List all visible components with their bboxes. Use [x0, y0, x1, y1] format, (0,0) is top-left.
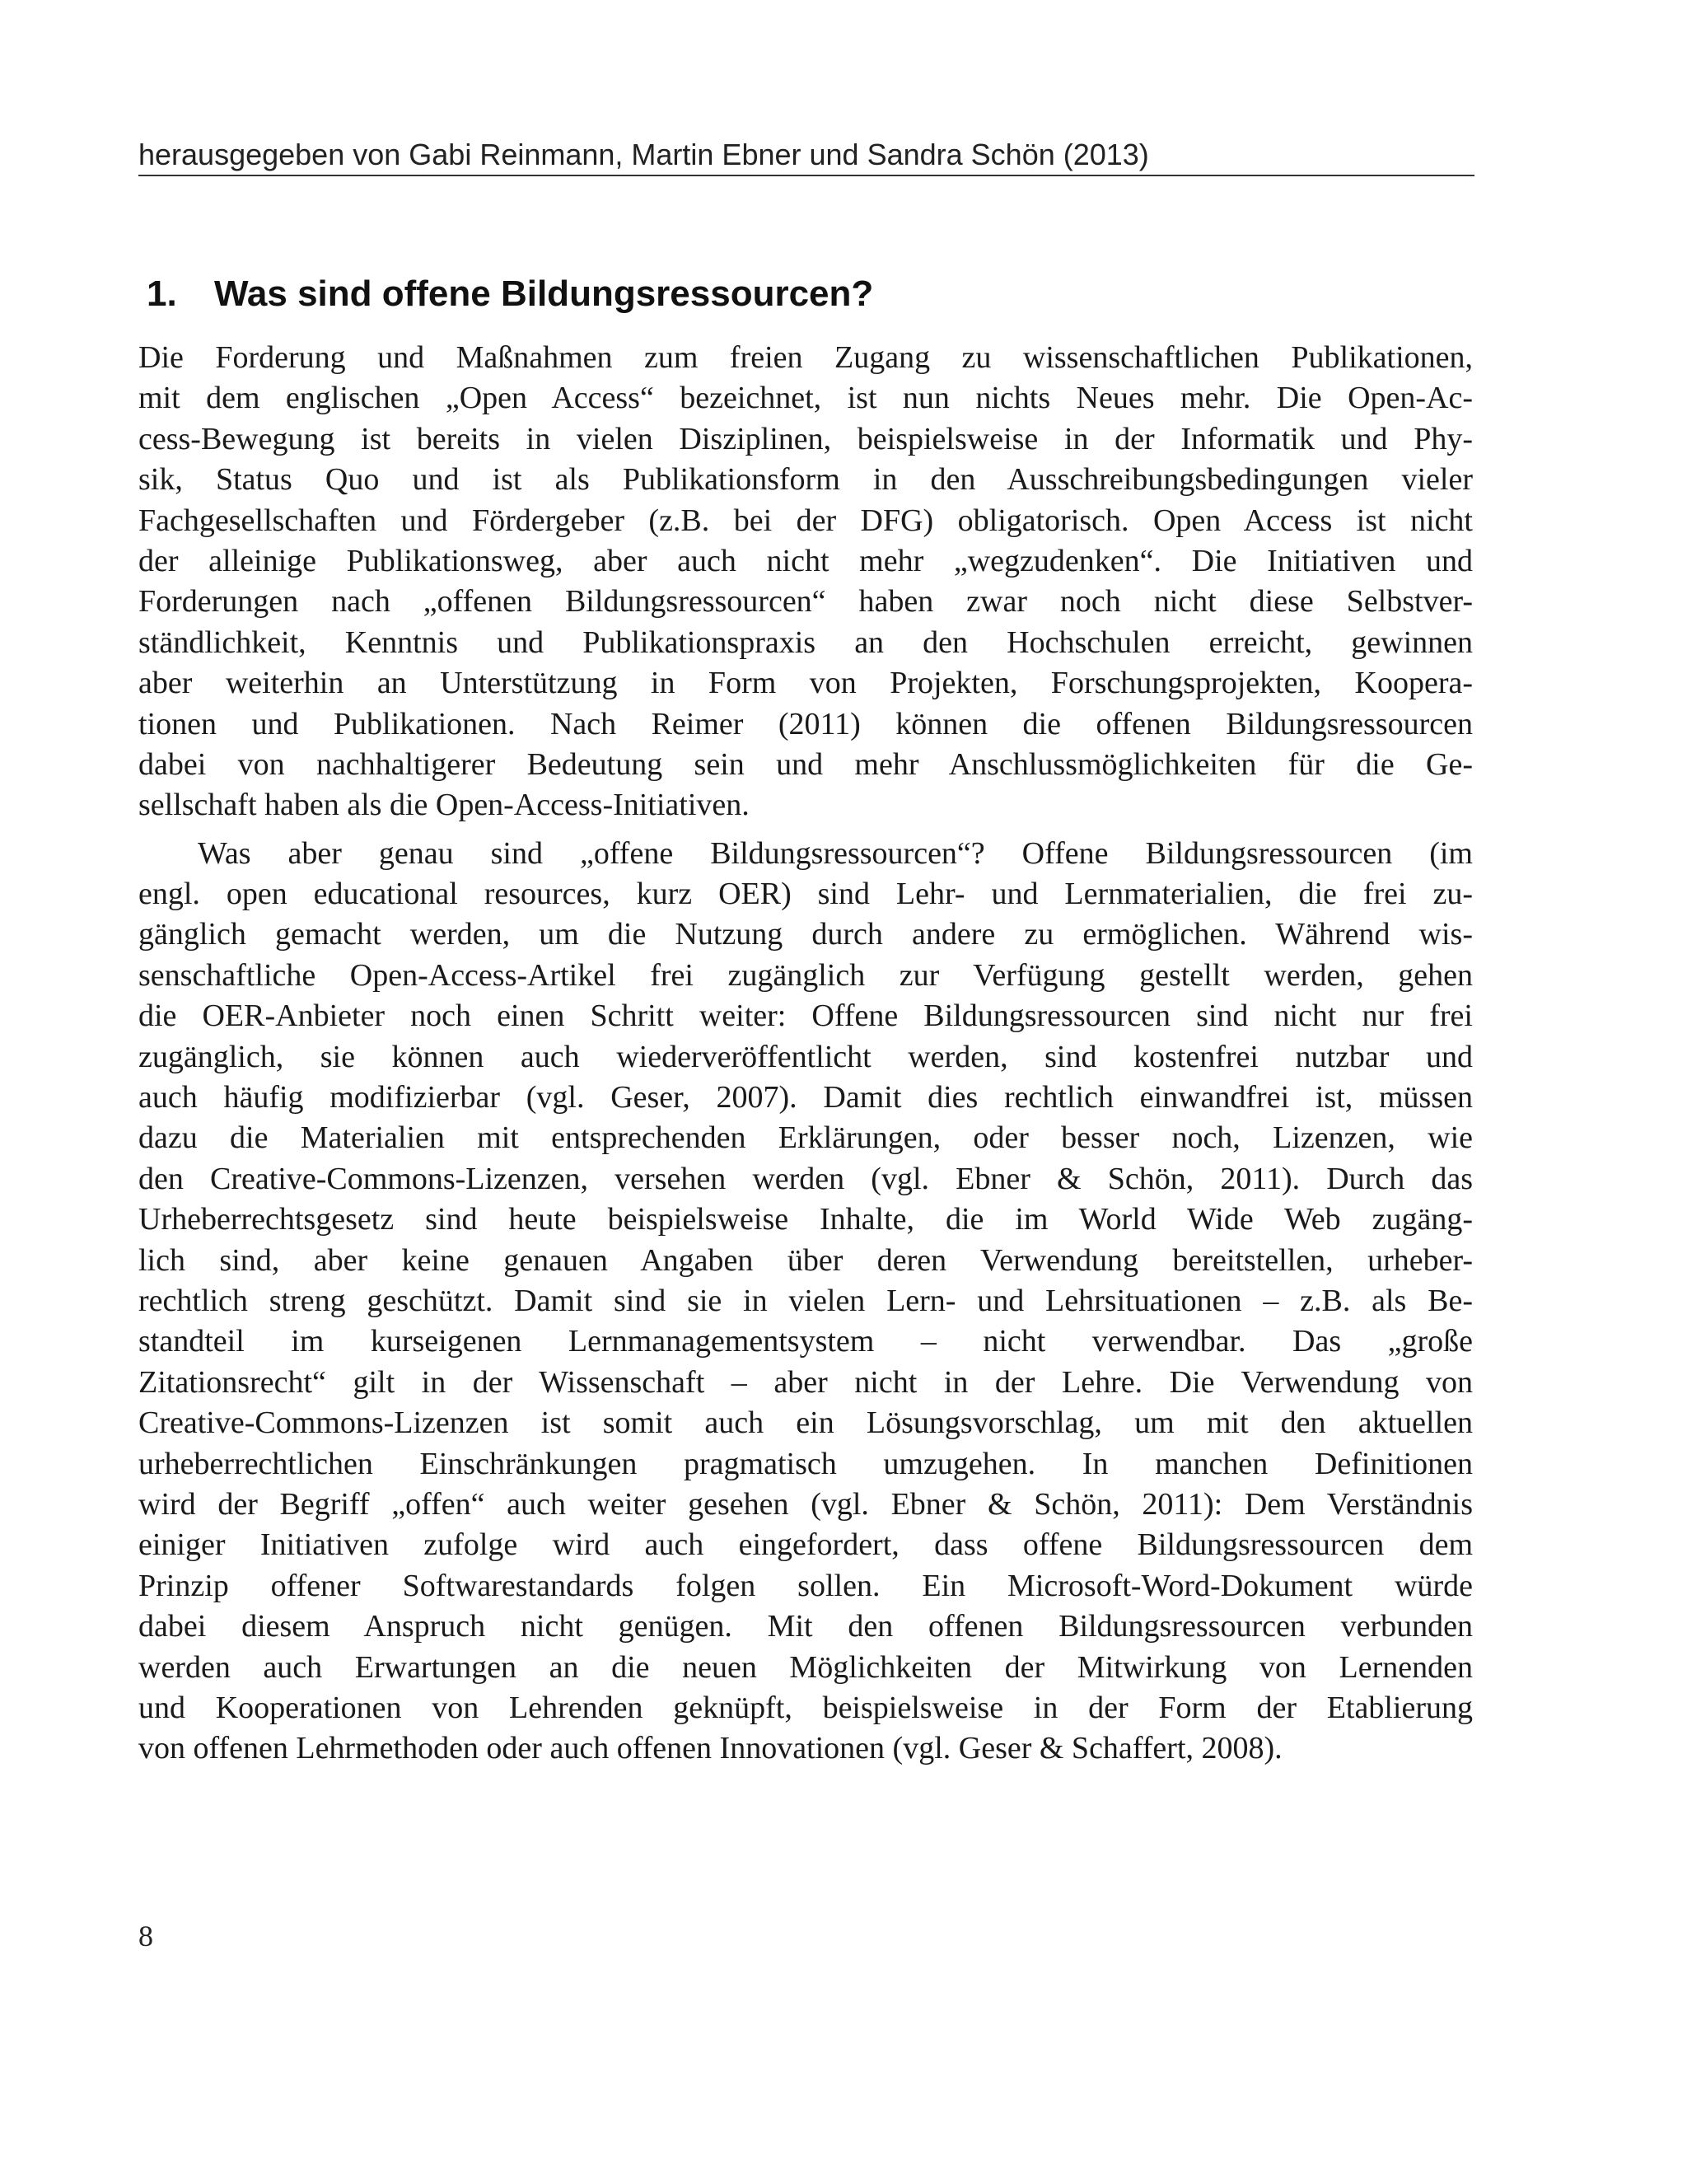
text-line: Creative-Commons-Lizenzen ist somit auch ein Lösungsvorschlag, um mit den aktuellen — [138, 1405, 1473, 1441]
running-header: herausgegeben von Gabi Reinmann, Martin Ebner und Sandra Schön (2013) — [138, 138, 1149, 171]
text-line: Zitationsrecht“ gilt in der Wissenschaft – aber nicht in der Lehre. Die Verwendung von — [138, 1364, 1473, 1400]
text-line: wird der Begriff „offen“ auch weiter gesehen (vgl. Ebner & Schön, 2011): Dem Verständnis — [138, 1486, 1473, 1522]
text-line: engl. open educational resources, kurz OER) sind Lehr- und Lernmaterialien, die frei zu- — [138, 877, 1473, 912]
text-line: sik, Status Quo und ist als Publikationsform in den Ausschreibungsbedingungen vieler — [138, 462, 1473, 498]
header-rule — [138, 175, 1474, 176]
section-number: 1. — [147, 274, 177, 314]
text-line: und Kooperationen von Lehrenden geknüpft, beispielsweise in der Form der Etablierung — [138, 1690, 1473, 1725]
text-line: zugänglich, sie können auch wiederveröffentlicht werden, sind kostenfrei nutzbar und — [138, 1039, 1473, 1074]
text-line: rechtlich streng geschützt. Damit sind sie in vielen Lern- und Lehrsituationen – z.B. als Be- — [138, 1283, 1473, 1318]
text-line: sellschaft haben als die Open-Access-Initiativen. — [138, 788, 750, 823]
text-line: gänglich gemacht werden, um die Nutzung durch andere zu ermöglichen. Während wis- — [138, 917, 1473, 952]
text-line: cess-Bewegung ist bereits in vielen Disziplinen, beispielsweise in der Informatik und Phy- — [138, 421, 1473, 456]
section-title: Was sind offene Bildungsressourcen? — [214, 274, 874, 314]
text-line: standteil im kurseigenen Lernmanagementsystem – nicht verwendbar. Das „große — [138, 1324, 1473, 1359]
section-heading — [147, 272, 1465, 316]
text-line: Die Forderung und Maßnahmen zum freien Zugang zu wissenschaftlichen Publikationen, — [138, 340, 1473, 375]
text-line: Forderungen nach „offenen Bildungsressourcen“ haben zwar noch nicht diese Selbstver- — [138, 584, 1473, 620]
page-number: 8 — [138, 1920, 153, 1953]
text-line: Was aber genau sind „offene Bildungsressourcen“? Offene Bildungsressourcen (im — [198, 835, 1473, 871]
text-line: lich sind, aber keine genauen Angaben über deren Verwendung bereitstellen, urheber- — [138, 1242, 1473, 1278]
text-line: urheberrechtlichen Einschränkungen pragmatisch umzugehen. In manchen Definitionen — [138, 1446, 1473, 1481]
text-line: mit dem englischen „Open Access“ bezeichnet, ist nun nichts Neues mehr. Die Open-Ac- — [138, 381, 1473, 416]
text-line: den Creative-Commons-Lizenzen, versehen werden (vgl. Ebner & Schön, 2011). Durch das — [138, 1161, 1473, 1196]
text-line: ständlichkeit, Kenntnis und Publikationspraxis an den Hochschulen erreicht, gewinnen — [138, 624, 1473, 660]
text-line: tionen und Publikationen. Nach Reimer (2011) können die offenen Bildungsressourcen — [138, 706, 1473, 741]
text-line: Urheberrechtsgesetz sind heute beispielsweise Inhalte, die im World Wide Web zugäng- — [138, 1202, 1473, 1237]
text-line: auch häufig modifizierbar (vgl. Geser, 2007). Damit dies rechtlich einwandfrei ist, müssen — [138, 1080, 1473, 1115]
text-line: Prinzip offener Softwarestandards folgen sollen. Ein Microsoft-Word-Dokument würde — [138, 1568, 1473, 1603]
paragraph-gap — [138, 826, 1473, 834]
body-text — [138, 338, 1473, 1770]
text-line: werden auch Erwartungen an die neuen Möglichkeiten der Mitwirkung von Lernenden — [138, 1649, 1473, 1685]
paragraph — [138, 338, 1473, 826]
text-line: aber weiterhin an Unterstützung in Form von Projekten, Forschungsprojekten, Koopera- — [138, 666, 1473, 701]
text-line: dabei diesem Anspruch nicht genügen. Mit den offenen Bildungsressourcen verbunden — [138, 1609, 1473, 1644]
text-line: die OER-Anbieter noch einen Schritt weiter: Offene Bildungsressourcen sind nicht nur frei — [138, 998, 1473, 1034]
text-line: Fachgesellschaften und Fördergeber (z.B. bei der DFG) obligatorisch. Open Access ist nicht — [138, 503, 1473, 538]
text-line: einiger Initiativen zufolge wird auch eingefordert, dass offene Bildungsressourcen dem — [138, 1527, 1473, 1563]
text-line: der alleinige Publikationsweg, aber auch nicht mehr „wegzudenken“. Die Initiativen und — [138, 543, 1473, 578]
text-line: von offenen Lehrmethoden oder auch offenen Innovationen (vgl. Geser & Schaffert, 2008). — [138, 1731, 1283, 1766]
text-line: senschaftliche Open-Access-Artikel frei zugänglich zur Verfügung gestellt werden, gehen — [138, 957, 1473, 993]
text-line: dazu die Materialien mit entsprechenden Erklärungen, oder besser noch, Lizenzen, wie — [138, 1120, 1473, 1156]
paragraph — [138, 834, 1473, 1770]
text-line: dabei von nachhaltigerer Bedeutung sein und mehr Anschlussmöglichkeiten für die Ge- — [138, 746, 1473, 782]
